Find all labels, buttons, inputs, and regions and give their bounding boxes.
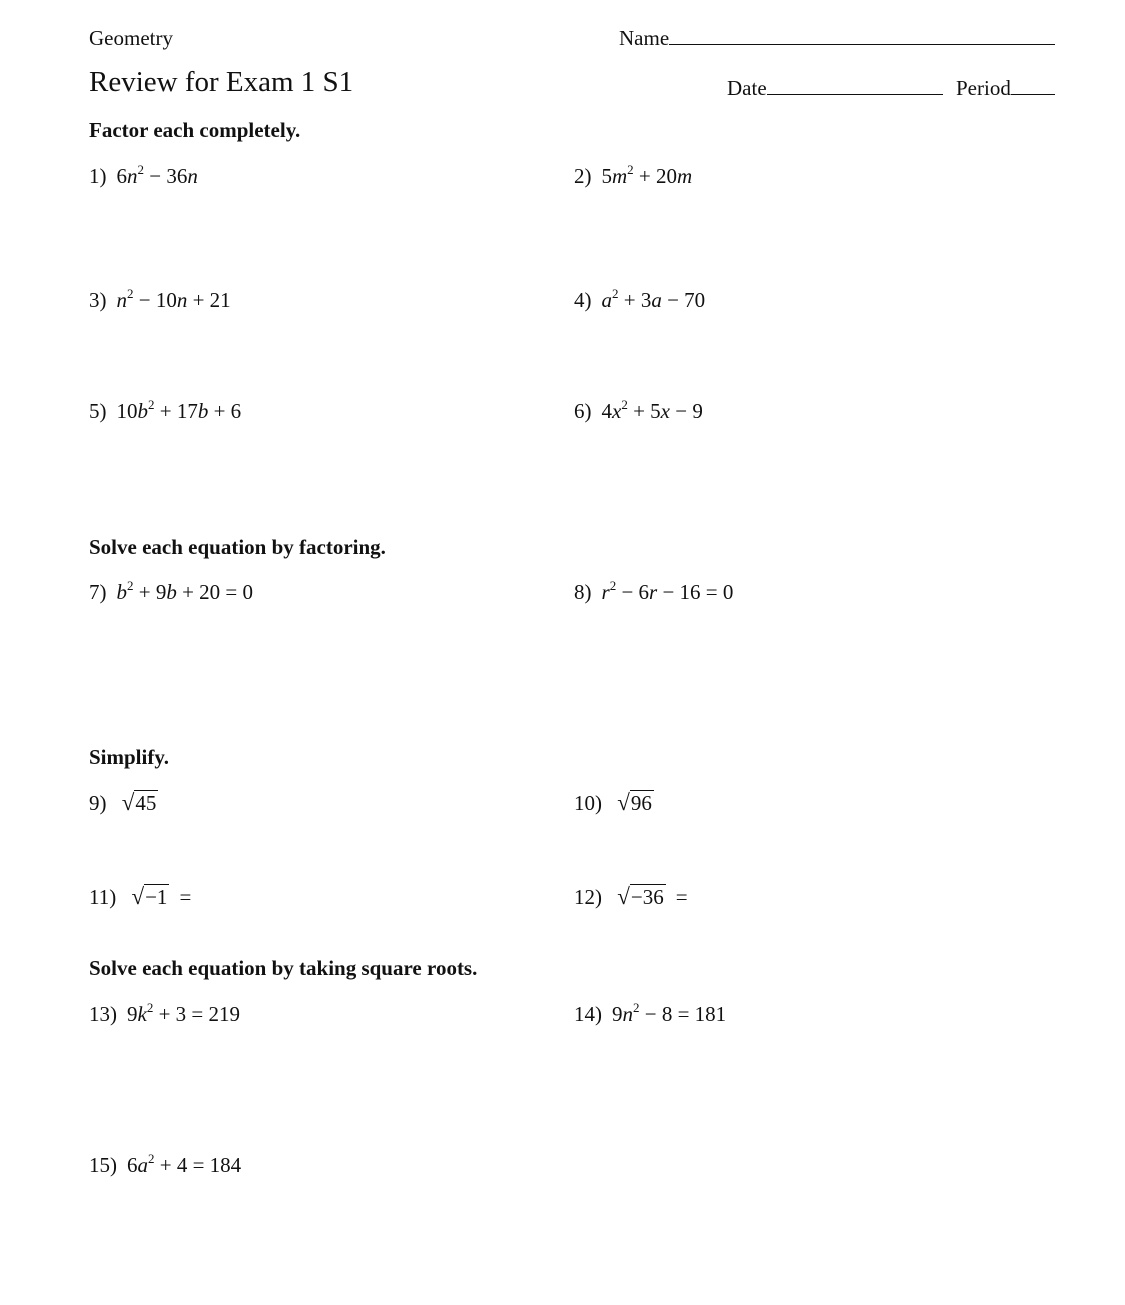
problem-13: 13) $9k^2 + 3 = 219$: [89, 1000, 241, 1026]
course-name: Geometry: [89, 26, 173, 50]
name-line: [669, 26, 1055, 45]
problem-9: 9) √45: [89, 790, 157, 815]
problem-6: 6) $4x^2 + 5x - 9$: [574, 397, 703, 423]
section-factor: Factor each completely.: [89, 118, 301, 142]
section-solve-factoring: Solve each equation by factoring.: [89, 535, 386, 559]
problem-3: 3) $n^2 - 10n + 21$: [89, 286, 231, 312]
radical-sign: √−36: [617, 884, 664, 909]
name-field[interactable]: [619, 26, 1055, 51]
radical-sign: √−1: [131, 884, 168, 909]
radical-sign: √45: [121, 790, 157, 815]
name-label: Name: [619, 26, 670, 50]
problem-11: 11) √−1 =: [89, 884, 192, 909]
problem-1: 1) $6n^2 - 36n$: [89, 162, 198, 188]
problem-4: 4) $a^2 + 3a - 70$: [574, 286, 706, 312]
problem-8: 8) $r^2 - 6r - 16 = 0$: [574, 578, 734, 604]
problem-2: 2) $5m^2 + 20m$: [574, 162, 693, 188]
problem-7: 7) $b^2 + 9b + 20 = 0$: [89, 578, 254, 604]
section-simplify: Simplify.: [89, 745, 169, 769]
problem-12: 12) √−36 =: [574, 884, 688, 909]
section-square-roots: Solve each equation by taking square roots.: [89, 956, 478, 980]
period-line: [1011, 76, 1055, 95]
date-field[interactable]: [727, 76, 943, 101]
problem-10: 10) √96: [574, 790, 652, 815]
period-field[interactable]: [956, 76, 1055, 101]
date-label: Date: [727, 76, 767, 100]
date-line: [767, 76, 943, 95]
problem-14: 14) $9n^2 - 8 = 181$: [574, 1000, 727, 1026]
problem-5: 5) $10b^2 + 17b + 6$: [89, 397, 242, 423]
worksheet-title: Review for Exam 1 S1: [89, 66, 354, 98]
problem-15: 15) $6a^2 + 4 = 184$: [89, 1151, 242, 1177]
period-label: Period: [956, 76, 1011, 100]
radical-sign: √96: [617, 790, 652, 815]
